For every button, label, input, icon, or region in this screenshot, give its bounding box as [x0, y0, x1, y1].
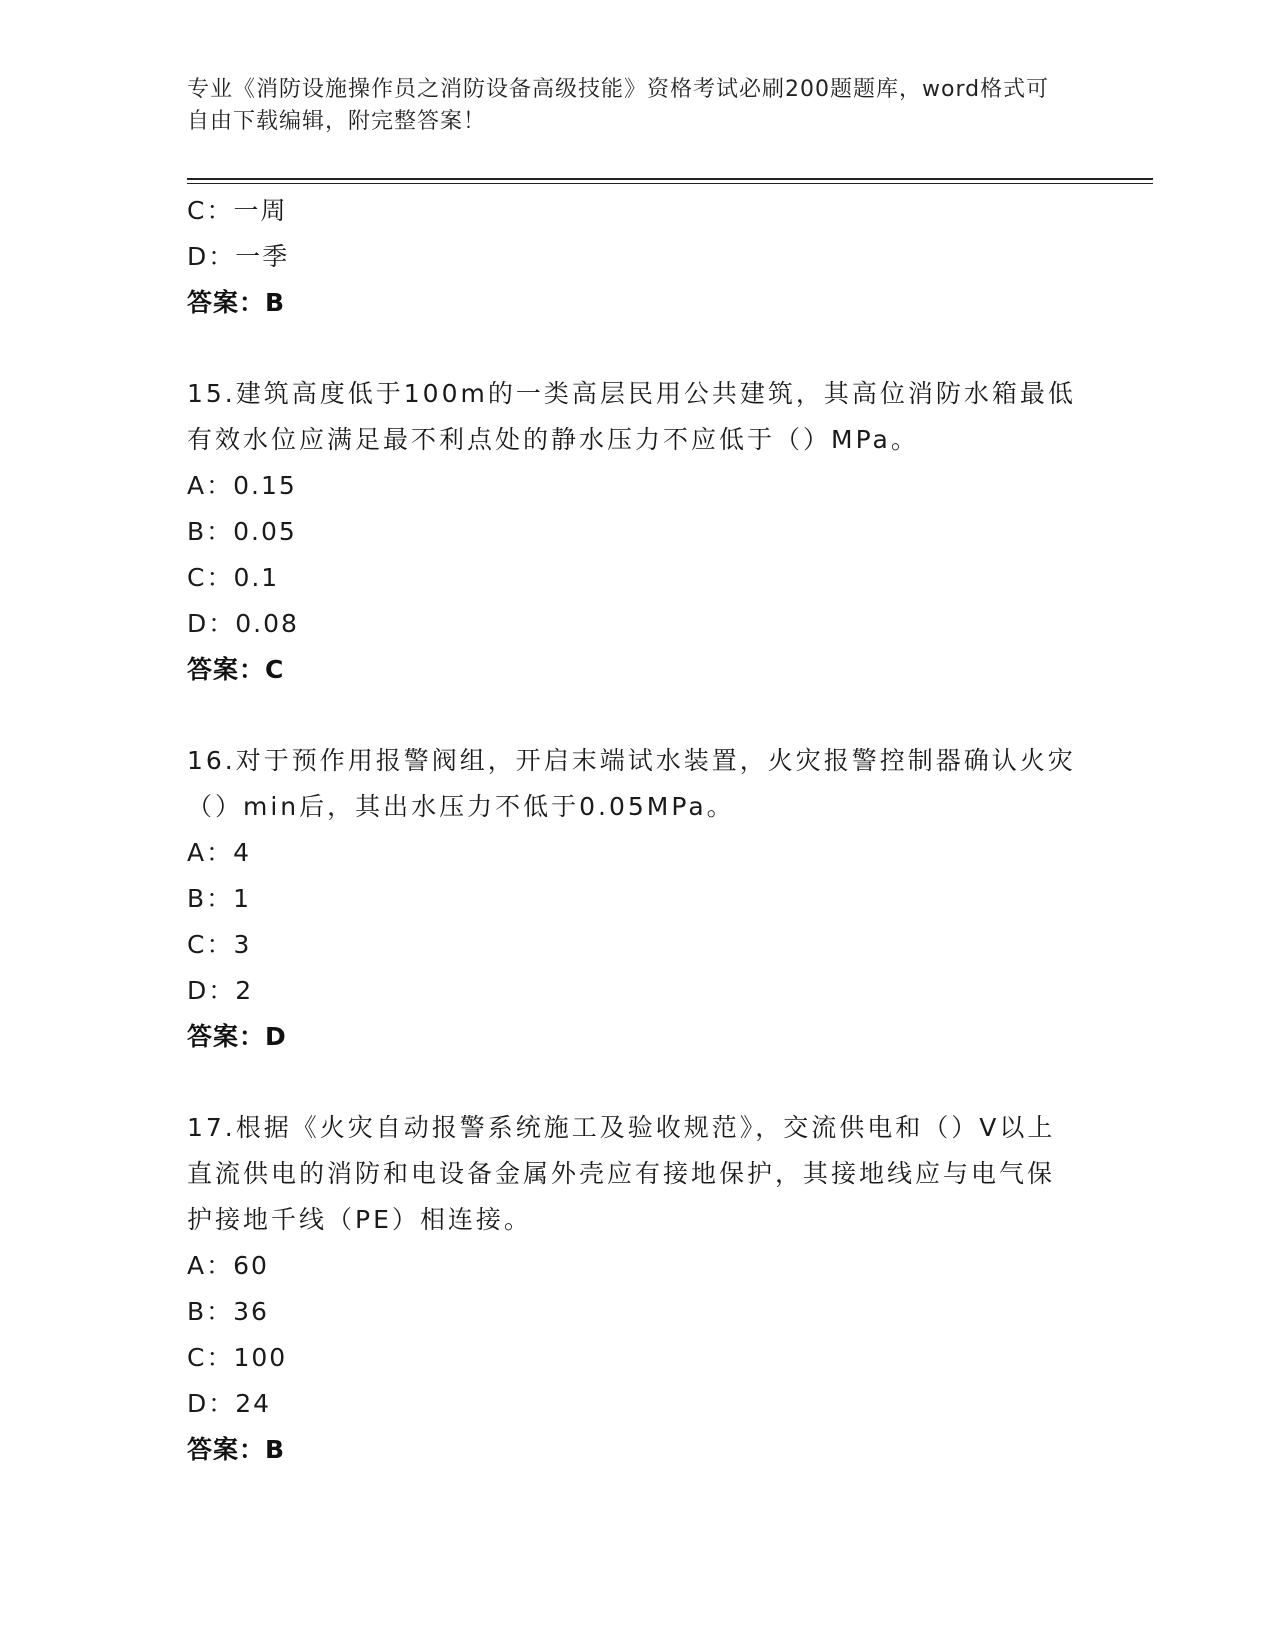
page-header: 专业《消防设施操作员之消防设备高级技能》资格考试必刷200题题库，word格式可自由下载编辑，附完整答案！	[187, 77, 1050, 134]
question-text: 17.根据《火灾自动报警系统施工及验收规范》，交流供电和（）V以上直流供电的消防和电设备金属外壳应有接地保护，其接地线应与电气保护接地千线（PE）相连接。	[187, 1113, 1056, 1234]
question-16	[187, 738, 1087, 1060]
header-rule-thick	[187, 178, 1153, 180]
option-b: B：1	[187, 884, 252, 913]
question-text: 15.建筑高度低于100m的一类高层民用公共建筑，其高位消防水箱最低有效水位应满足最不利点处的静水压力不应低于（）MPa。	[187, 379, 1076, 454]
spacer	[187, 1060, 1087, 1105]
option-c: C：0.1	[187, 563, 280, 592]
option-d: D：24	[187, 1389, 272, 1418]
option-d: D：一季	[187, 242, 290, 271]
header-rule-thin	[187, 183, 1153, 184]
answer-line: 答案：D	[187, 1022, 287, 1051]
spacer	[187, 693, 1087, 738]
question-15	[187, 371, 1087, 693]
question-14-tail	[187, 188, 1087, 326]
option-c: C：一周	[187, 196, 288, 225]
answer-line: 答案：B	[187, 1435, 286, 1464]
option-b: B：36	[187, 1297, 269, 1326]
option-a: A：60	[187, 1251, 269, 1280]
option-c: C：100	[187, 1343, 288, 1372]
option-b: B：0.05	[187, 517, 297, 546]
question-list	[187, 188, 1087, 1473]
answer-line: 答案：B	[187, 288, 286, 317]
option-a: A：0.15	[187, 471, 297, 500]
option-a: A：4	[187, 838, 252, 867]
answer-line: 答案：C	[187, 655, 285, 684]
option-d: D：2	[187, 976, 254, 1005]
question-text: 16.对于预作用报警阀组，开启末端试水装置，火灾报警控制器确认火灾（）min后，其出水压力不低于0.05MPa。	[187, 746, 1076, 821]
option-c: C：3	[187, 930, 252, 959]
spacer	[187, 326, 1087, 371]
option-d: D：0.08	[187, 609, 299, 638]
question-17	[187, 1105, 1087, 1473]
